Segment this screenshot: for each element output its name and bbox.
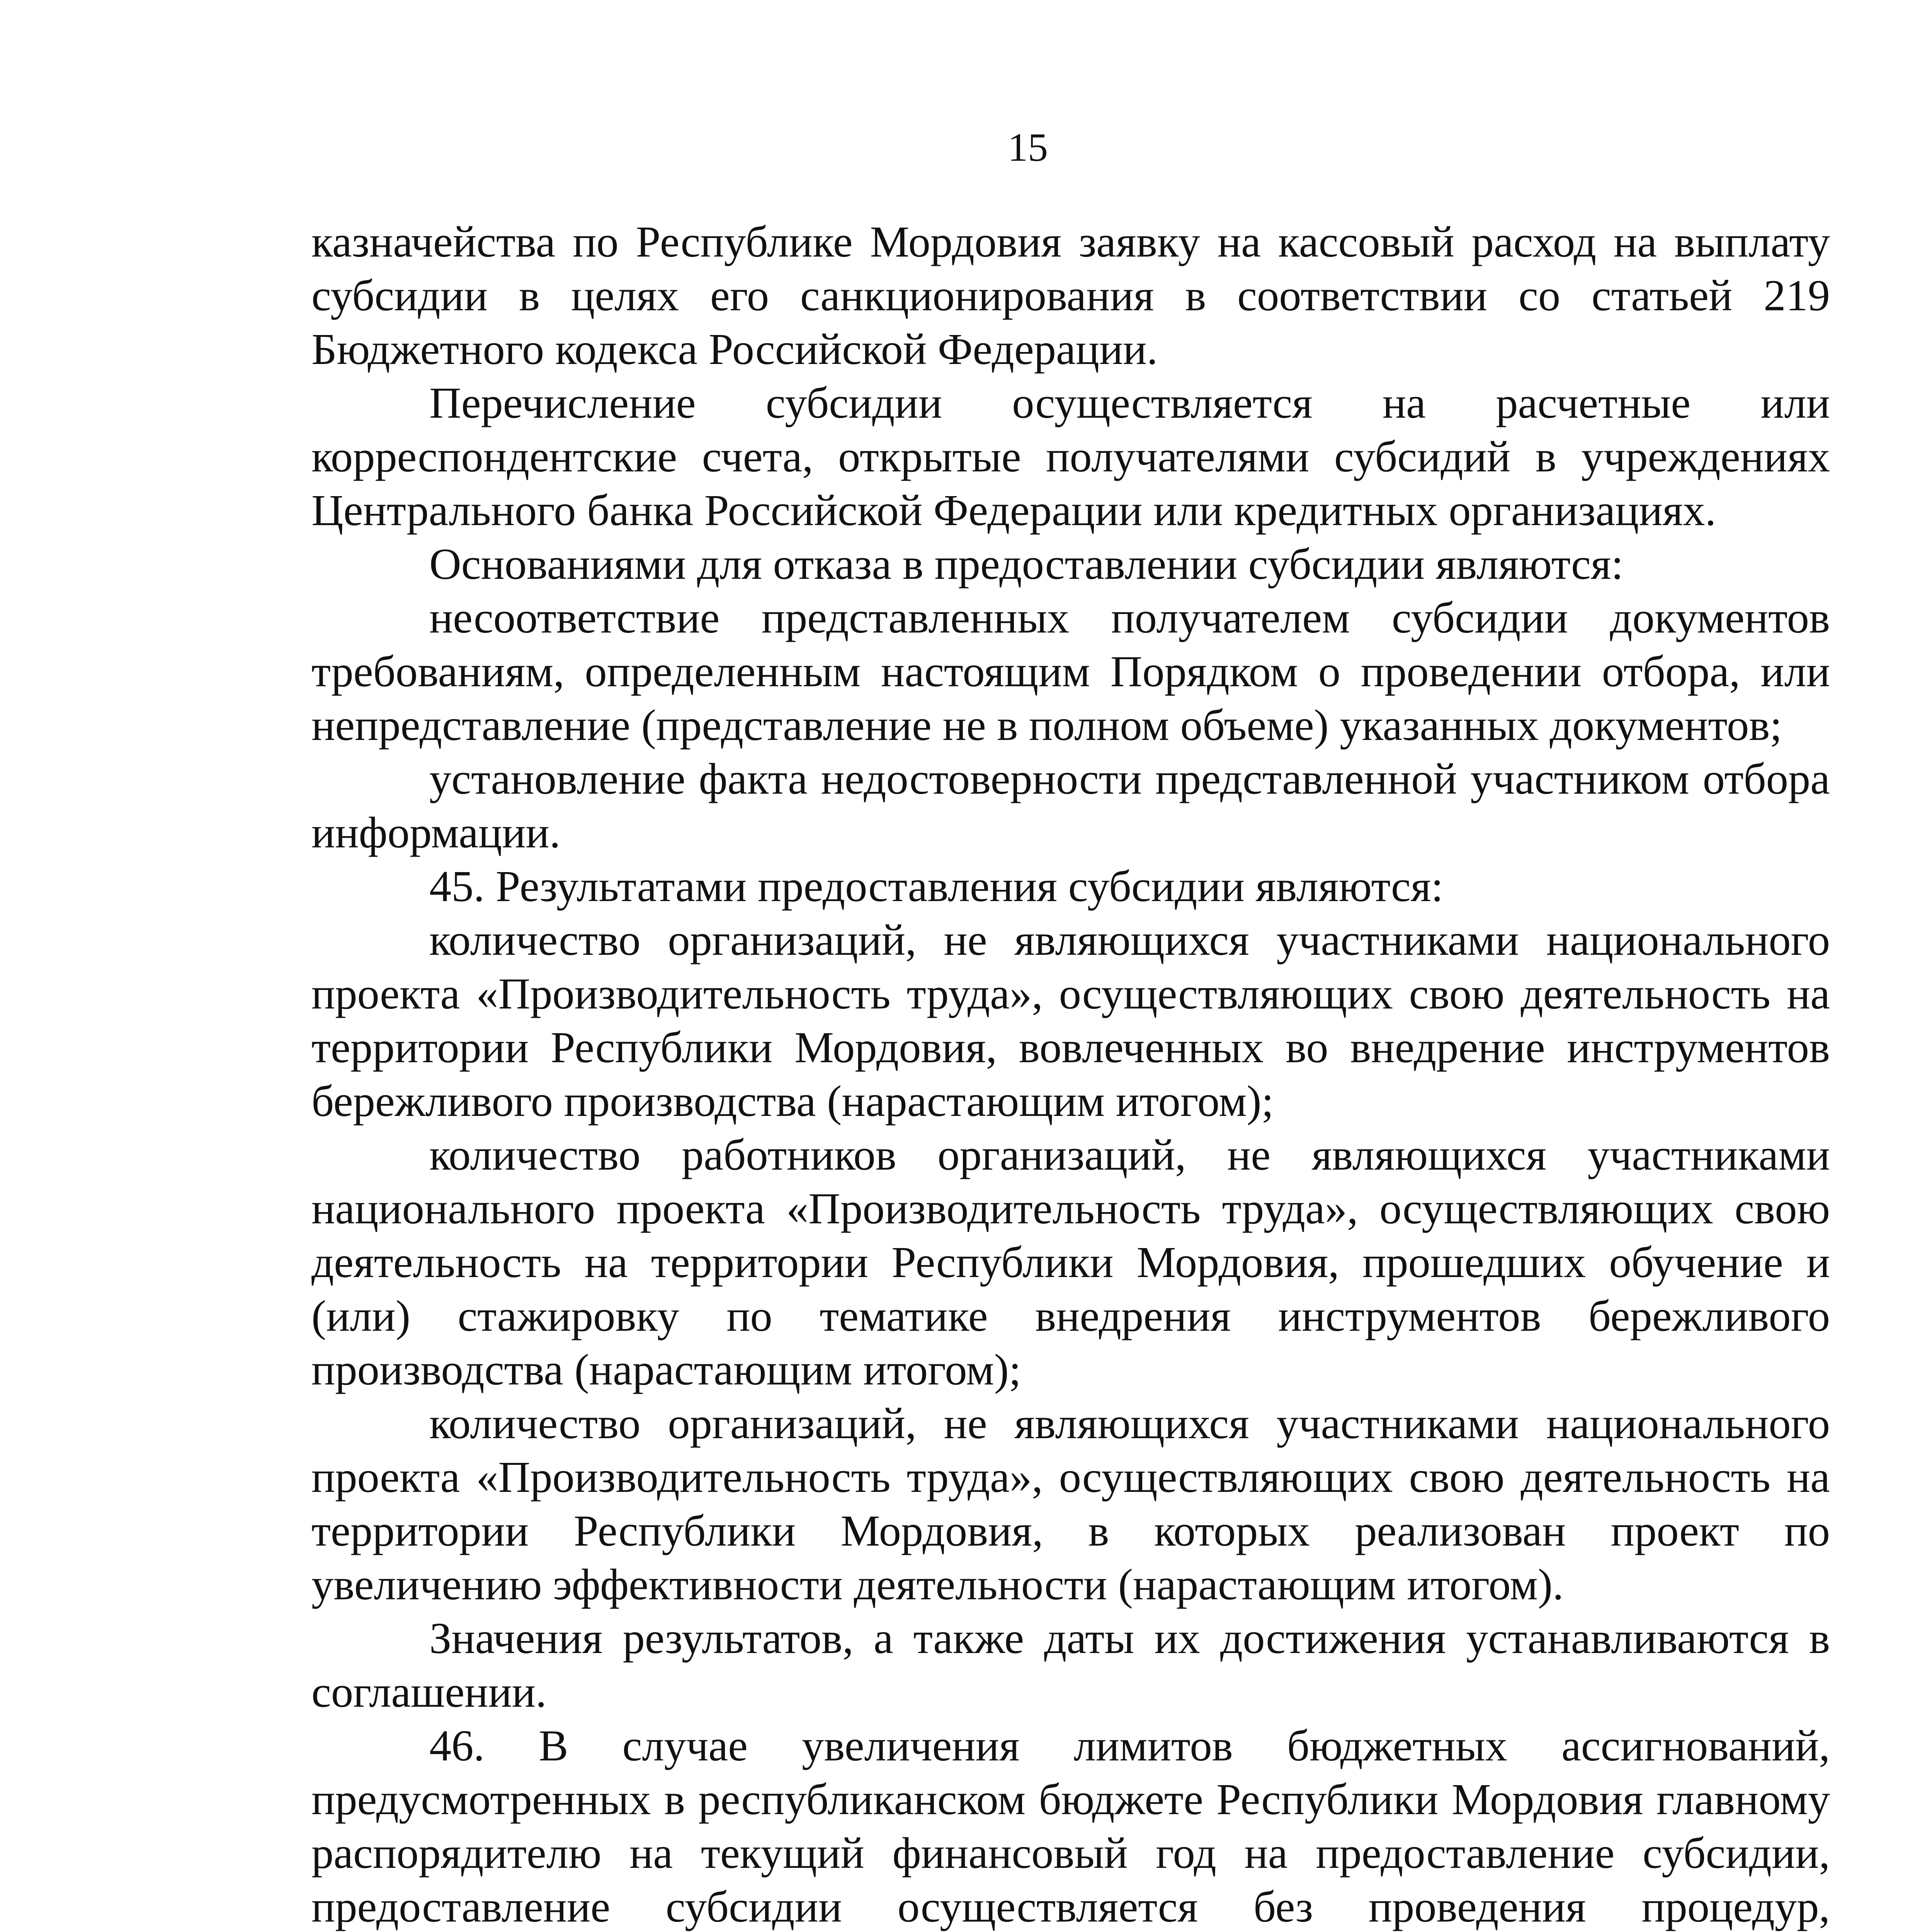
paragraph: Значения результатов, а также даты их достижения устанавливаются в соглашении. (311, 1614, 1830, 1716)
paragraph: установление факта недостоверности представленной участником отбора информации. (311, 754, 1830, 857)
paragraph: количество работников организаций, не являющихся участниками национального проекта «Производительность труда», осуществляющих свою деятельность на территории Республики Мордовия, прошедших обучение и (или) стажировку по тематике внедрения инструментов бережливого производства (нарастающим итогом); (311, 1130, 1830, 1394)
paragraph: казначейства по Республике Мордовия заявку на кассовый расход на выплату субсидии в целях его санкционирования в соответствии со статьей 219 Бюджетного кодекса Российской Федерации. (311, 217, 1830, 374)
paragraph: 45. Результатами предоставления субсидии являются: (429, 862, 1444, 911)
paragraph: несоответствие представленных получателем субсидии документов требованиям, определенным настоящим Порядком о проведении отбора, или непредставление (представление не в полном объеме) указанных документов; (311, 593, 1830, 750)
document-body (311, 215, 1830, 1932)
paragraph: количество организаций, не являющихся участниками национального проекта «Производительность труда», осуществляющих свою деятельность на территории Республики Мордовия, в которых реализован проект по увеличению эффективности деятельности (нарастающим итогом). (311, 1399, 1830, 1609)
paragraph: Перечисление субсидии осуществляется на расчетные или корреспондентские счета, открытые получателями субсидий в учреждениях Центрального банка Российской Федерации или кредитных организациях. (311, 378, 1830, 535)
page-number: 15 (1008, 125, 1048, 170)
paragraph: количество организаций, не являющихся участниками национального проекта «Производительность труда», осуществляющих свою деятельность на территории Республики Мордовия, вовлеченных во внедрение инструментов бережливого производства (нарастающим итогом); (311, 915, 1830, 1126)
paragraph: 46. В случае увеличения лимитов бюджетных ассигнований, предусмотренных в республиканском бюджете Республики Мордовия главному распорядителю на текущий финансовый год на предоставление субсидии, предоставление субсидии осуществляется без проведения процедур, (311, 1721, 1830, 1931)
paragraph: Основаниями для отказа в предоставлении субсидии являются: (429, 539, 1624, 588)
